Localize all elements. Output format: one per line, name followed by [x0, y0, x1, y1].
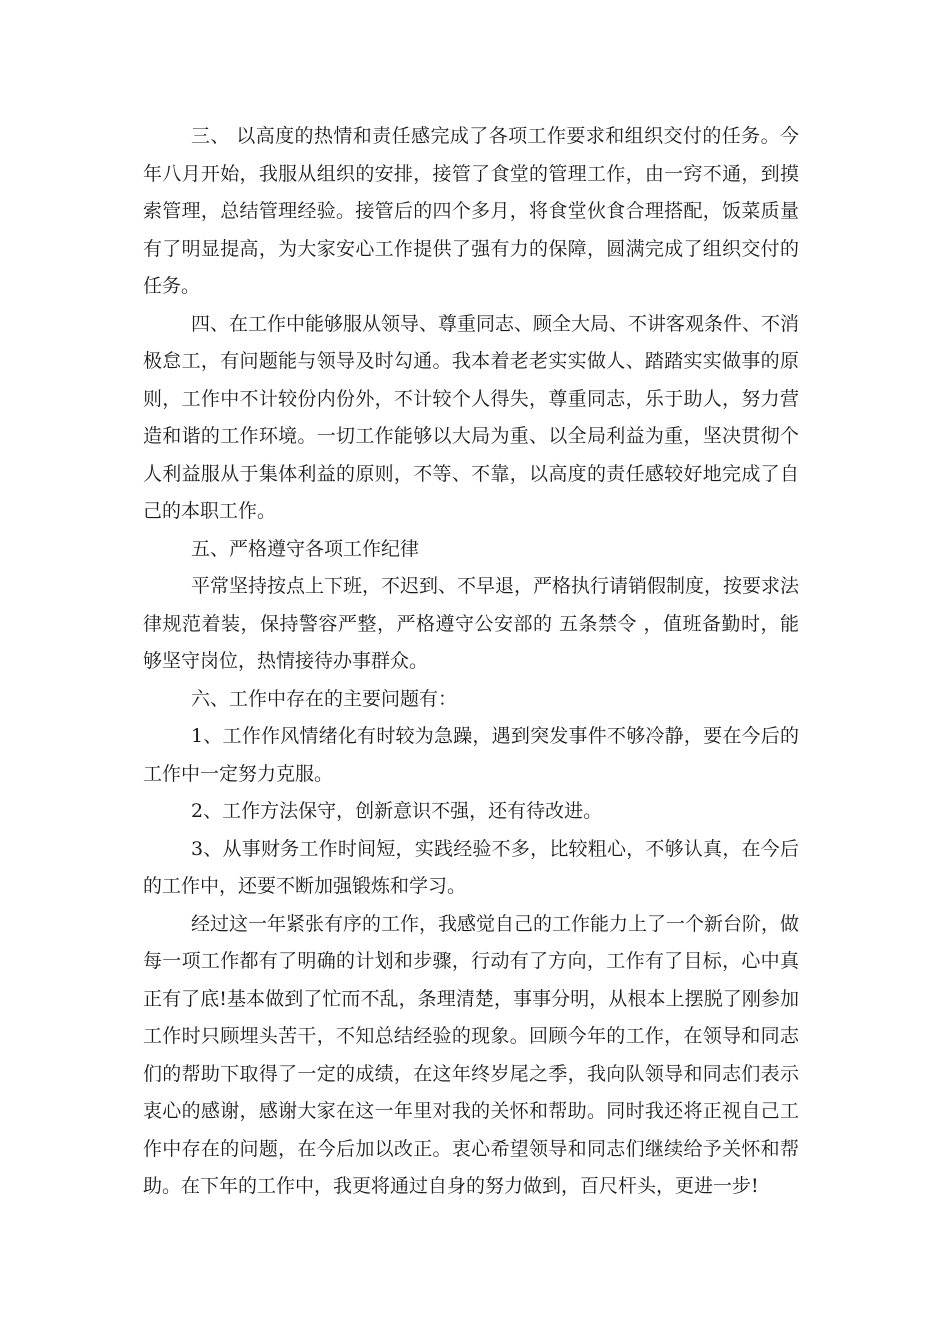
- list-item: 1、工作作风情绪化有时较为急躁，遇到突发事件不够冷静，要在今后的: [191, 725, 800, 747]
- list-item: 2、工作方法保守，创新意识不强，还有待改进。: [191, 800, 603, 822]
- text-line: 够坚守岗位，热情接待办事群众。: [143, 650, 429, 672]
- text-line: 有了明显提高，为大家安心工作提供了强有力的保障，圆满完成了组织交付的: [143, 237, 800, 260]
- text-line: 正有了底!基本做到了忙而不乱，条理清楚，事事分明，从根本上摆脱了刚参加: [143, 987, 800, 1010]
- text-line: 工作时只顾埋头苦干，不知总结经验的现象。回顾今年的工作，在领导和同志: [143, 1025, 800, 1047]
- text-line: 三、 以高度的热情和责任感完成了各项工作要求和组织交付的任务。今: [191, 125, 800, 147]
- text-line: 人利益服从于集体利益的原则，不等、不靠，以高度的责任感较好地完成了自: [143, 462, 800, 485]
- list-item: 3、从事财务工作时间短，实践经验不多，比较粗心，不够认真，在今后: [191, 837, 800, 860]
- text-line: 工作中一定努力克服。: [143, 762, 334, 785]
- text-line: 每一项工作都有了明确的计划和步骤，行动有了方向，工作有了目标，心中真: [143, 950, 800, 972]
- text-line: 的工作中，还要不断加强锻炼和学习。: [143, 875, 467, 897]
- text-line: 造和谐的工作环境。一切工作能够以大局为重、以全局利益为重，坚决贯彻个: [143, 425, 800, 447]
- section-heading: 五、严格遵守各项工作纪律: [191, 537, 420, 560]
- text-line: 索管理，总结管理经验。接管后的四个多月，将食堂伙食合理搭配，饭菜质量: [143, 200, 800, 222]
- document-body: [143, 118, 799, 1206]
- text-line: 己的本职工作。: [143, 500, 277, 522]
- text-line: 平常坚持按点上下班，不迟到、不早退，严格执行请销假制度，按要求法: [191, 575, 799, 597]
- text-line: 衷心的感谢，感谢大家在这一年里对我的关怀和帮助。同时我还将正视自己工: [143, 1100, 800, 1122]
- text-line: 们的帮助下取得了一定的成绩，在这年终岁尾之季，我向队领导和同志们表示: [143, 1062, 800, 1085]
- text-line: 则，工作中不计较份内份外，不计较个人得失，尊重同志，乐于助人，努力营: [143, 387, 800, 410]
- text-line: 助。在下年的工作中，我更将通过自身的努力做到，百尺杆头，更进一步!: [143, 1175, 759, 1197]
- text-line: 律规范着装，保持警容严整，严格遵守公安部的 五条禁令 ，值班备勤时，能: [143, 612, 800, 635]
- section-heading: 六、工作中存在的主要问题有：: [191, 687, 458, 710]
- text-line: 作中存在的问题，在今后加以改正。衷心希望领导和同志们继续给予关怀和帮: [143, 1137, 800, 1160]
- text-line: 极怠工，有问题能与领导及时勾通。我本着老老实实做人、踏踏实实做事的原: [143, 350, 800, 372]
- text-line: 经过这一年紧张有序的工作，我感觉自己的工作能力上了一个新台阶，做: [191, 912, 799, 935]
- text-line: 年八月开始，我服从组织的安排，接管了食堂的管理工作，由一窍不通，到摸: [143, 162, 800, 185]
- text-line: 四、在工作中能够服从领导、尊重同志、顾全大局、不讲客观条件、不消: [191, 312, 799, 335]
- text-line: 任务。: [143, 275, 201, 297]
